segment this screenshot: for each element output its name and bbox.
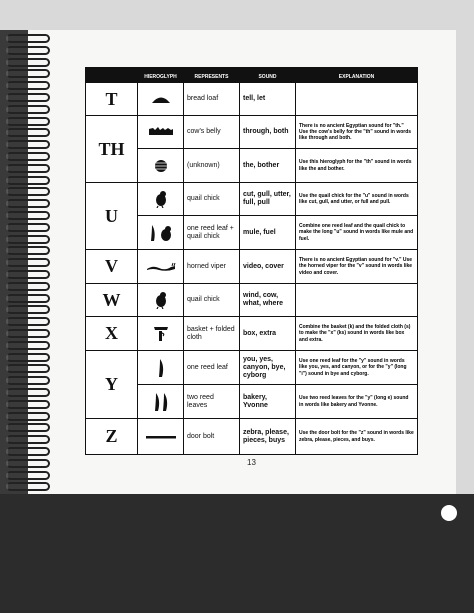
spiral-ring [6, 317, 50, 326]
explanation-cell: Combine the basket (k) and the folded cloth (s) to make the "x" (ks) sound in words like box and extra. [296, 317, 418, 351]
spiral-ring [6, 34, 50, 43]
spiral-ring [6, 46, 50, 55]
sound-cell: zebra, please, pieces, buys [240, 419, 296, 455]
spiral-ring [6, 423, 50, 432]
letter-t: T [86, 83, 138, 116]
explanation-cell [296, 284, 418, 317]
spiral-ring [6, 69, 50, 78]
spiral-ring [6, 353, 50, 362]
spiral-ring [6, 376, 50, 385]
spiral-ring [6, 117, 50, 126]
spiral-ring [6, 211, 50, 220]
unknown-ball-icon [138, 149, 184, 183]
two-reed-icon [138, 385, 184, 419]
spiral-ring [6, 471, 50, 480]
table-row [86, 419, 418, 455]
sound-cell: tell, let [240, 83, 296, 116]
spiral-ring [6, 341, 50, 350]
explanation-cell: Use two reed leaves for the "y" (long e) sound in words like bakery and Yvonne. [296, 385, 418, 419]
bottom-shadow [0, 494, 474, 613]
bread-loaf-icon [138, 83, 184, 116]
table-row [86, 317, 418, 351]
spiral-ring [6, 412, 50, 421]
page-number: 13 [247, 458, 256, 467]
represents-cell: quail chick [184, 284, 240, 317]
explanation-cell: Use the door bolt for the "z" sound in words like zebra, please, pieces, and buys. [296, 419, 418, 455]
represents-cell: quail chick [184, 183, 240, 216]
punch-hole [441, 505, 457, 521]
spiral-ring [6, 81, 50, 90]
header-hieroglyph: HIEROGLYPH [138, 73, 184, 83]
explanation-cell [296, 83, 418, 116]
header-letter [86, 73, 138, 83]
sound-cell: the, bother [240, 149, 296, 183]
spiral-binding [6, 34, 50, 496]
explanation-cell: Use one reed leaf for the "y" sound in words like you, yes, and canyon, or for the "y" (long "i") sound in bye and cyborg. [296, 351, 418, 385]
represents-cell: one reed leaf + quail chick [184, 216, 240, 250]
spiral-ring [6, 152, 50, 161]
letter-w: W [86, 284, 138, 317]
represents-cell: one reed leaf [184, 351, 240, 385]
quail-chick-icon [138, 183, 184, 216]
table-row [86, 83, 418, 116]
spiral-ring [6, 282, 50, 291]
table-row [86, 183, 418, 216]
spiral-ring [6, 364, 50, 373]
represents-cell: horned viper [184, 250, 240, 284]
represents-cell: door bolt [184, 419, 240, 455]
letter-u: U [86, 183, 138, 250]
spiral-ring [6, 447, 50, 456]
spiral-ring [6, 459, 50, 468]
basket-cloth-icon [138, 317, 184, 351]
represents-cell: two reed leaves [184, 385, 240, 419]
table-row [86, 351, 418, 385]
header-sound: SOUND [240, 73, 296, 83]
table-row [86, 116, 418, 149]
quail-chick-icon [138, 284, 184, 317]
table-row [86, 284, 418, 317]
header-represents: REPRESENTS [184, 73, 240, 83]
spiral-ring [6, 105, 50, 114]
spiral-ring [6, 140, 50, 149]
spiral-ring [6, 246, 50, 255]
spiral-ring [6, 305, 50, 314]
sound-cell: through, both [240, 116, 296, 149]
represents-cell: cow's belly [184, 116, 240, 149]
spiral-ring [6, 388, 50, 397]
cow-belly-icon [138, 116, 184, 149]
spiral-ring [6, 270, 50, 279]
spiral-ring [6, 93, 50, 102]
sound-cell: mule, fuel [240, 216, 296, 250]
spiral-ring [6, 164, 50, 173]
explanation-cell: There is no ancient Egyptian sound for "v." Use the horned viper for the "v" sound in words like video and cover. [296, 250, 418, 284]
spiral-ring [6, 58, 50, 67]
sound-cell: video, cover [240, 250, 296, 284]
explanation-cell: Combine one reed leaf and the quail chick to make the long "u" sound in words like mule and fuel. [296, 216, 418, 250]
horned-viper-icon [138, 250, 184, 284]
spiral-ring [6, 176, 50, 185]
letter-x: X [86, 317, 138, 351]
spiral-ring [6, 482, 50, 491]
table-row [86, 250, 418, 284]
explanation-cell: Use this hieroglyph for the "th" sound in words like the and bother. [296, 149, 418, 183]
spiral-ring [6, 187, 50, 196]
explanation-cell: There is no ancient Egyptian sound for "th." Use the cow's belly for the "th" sound in words like through and both. [296, 116, 418, 149]
reed-leaf-icon [138, 351, 184, 385]
spiral-ring [6, 294, 50, 303]
sound-cell: cut, gull, utter, full, pull [240, 183, 296, 216]
spiral-ring [6, 329, 50, 338]
hieroglyph-table [85, 67, 418, 455]
represents-cell: bread loaf [184, 83, 240, 116]
spiral-ring [6, 128, 50, 137]
spiral-ring [6, 199, 50, 208]
header-explanation: EXPLANATION [296, 73, 418, 83]
represents-cell: (unknown) [184, 149, 240, 183]
spiral-ring [6, 400, 50, 409]
letter-z: Z [86, 419, 138, 455]
letter-th: TH [86, 116, 138, 183]
letter-y: Y [86, 351, 138, 419]
sound-cell: wind, cow, what, where [240, 284, 296, 317]
represents-cell: basket + folded cloth [184, 317, 240, 351]
spiral-ring [6, 435, 50, 444]
sound-cell: bakery, Yvonne [240, 385, 296, 419]
spiral-ring [6, 223, 50, 232]
sound-cell: box, extra [240, 317, 296, 351]
spiral-ring [6, 258, 50, 267]
spiral-ring [6, 235, 50, 244]
sound-cell: you, yes, canyon, bye, cyborg [240, 351, 296, 385]
header-row [86, 73, 418, 83]
explanation-cell: Use the quail chick for the "u" sound in words like cut, gull, and utter, or full and pull. [296, 183, 418, 216]
letter-v: V [86, 250, 138, 284]
door-bolt-icon [138, 419, 184, 455]
reed-quail-icon [138, 216, 184, 250]
